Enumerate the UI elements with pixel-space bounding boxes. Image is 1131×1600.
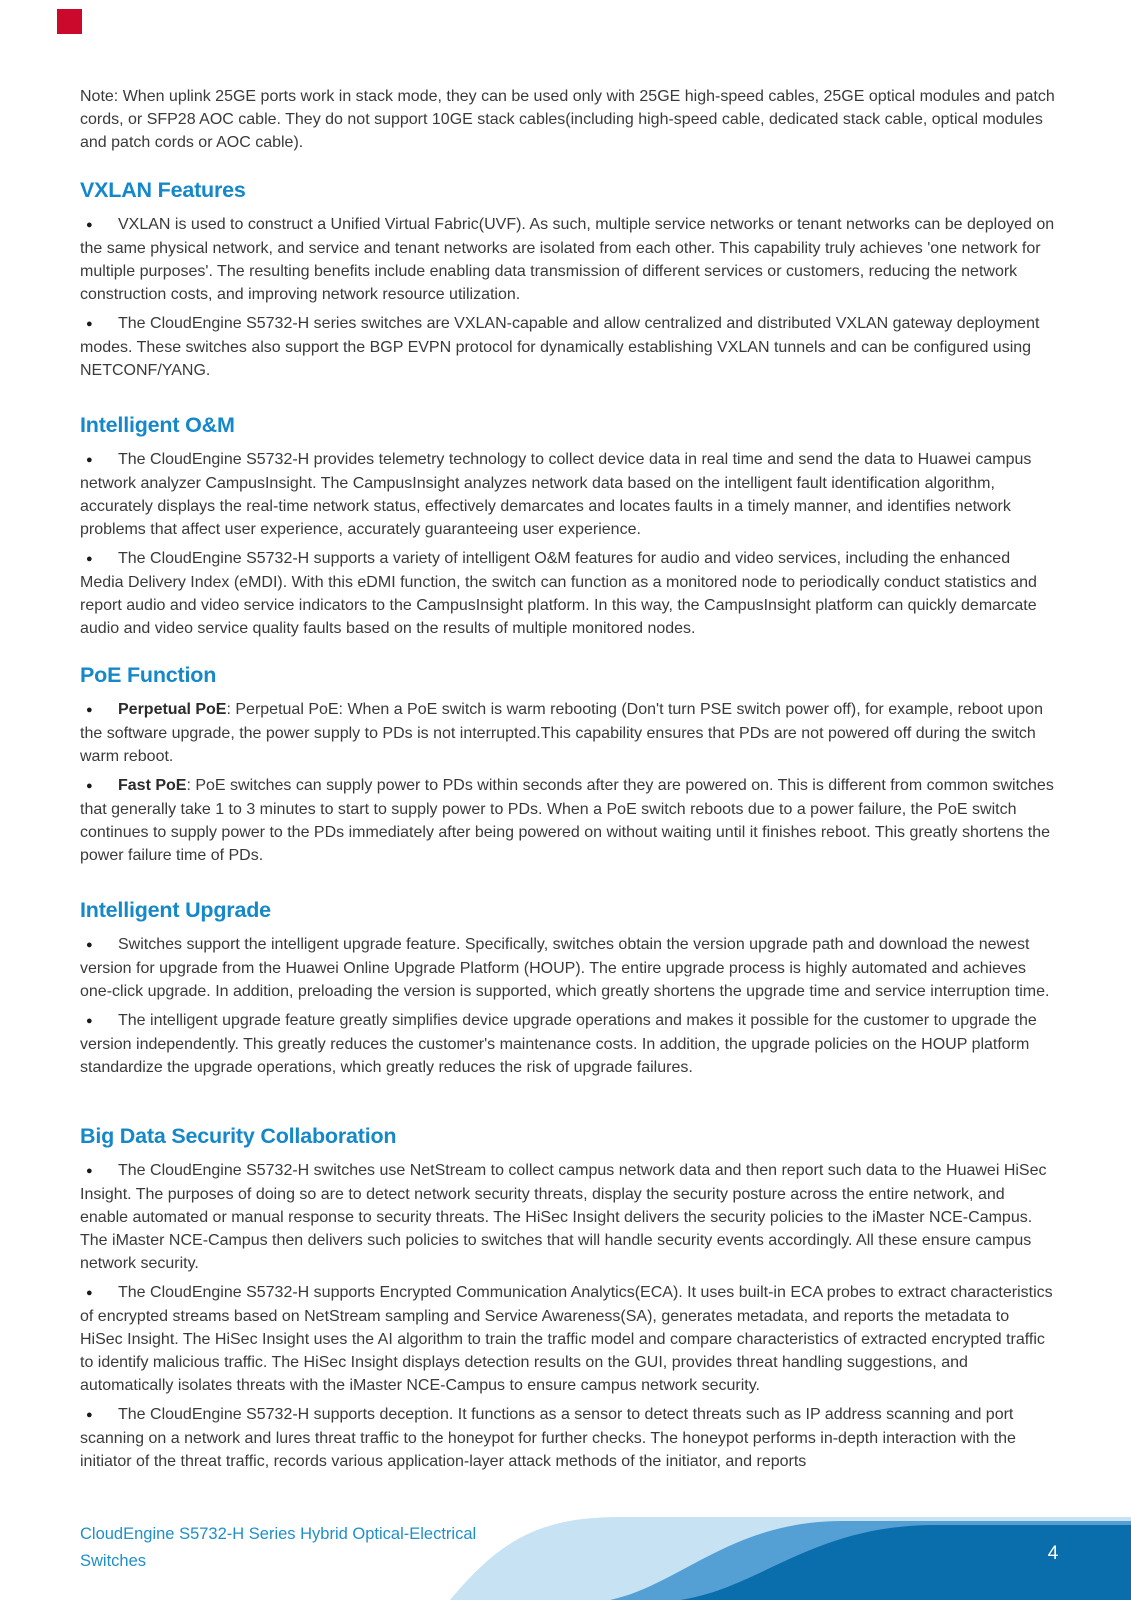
bullet-text: The CloudEngine S5732-H provides telemetry technology to collect device data in real time and send the data to Huawei campus network analyzer CampusInsight. The CampusInsight analyzes network data based on the intelligent fault identification algorithm, accurately displays the real-time network status, effectively demarcates and locates faults in a timely manner, and identifies network problems that affect user experience, accurately guaranteeing user experience.	[80, 451, 1032, 538]
bullet-text: The CloudEngine S5732-H supports a variety of intelligent O&M features for audio and video services, including the enhanced Media Delivery Index (eMDI). With this eDMI function, the switch can function as a monitored node to periodically conduct statistics and report audio and video service indicators to the CampusInsight platform. In this way, the CampusInsight platform can quickly demarcate audio and video service quality faults based on the results of multiple monitored nodes.	[80, 550, 1037, 637]
bullet-item	[80, 698, 1056, 768]
bullet-item	[80, 1009, 1056, 1079]
bullet-icon: ●	[86, 1165, 93, 1177]
bullet-icon: ●	[86, 553, 93, 565]
bullet-text: : PoE switches can supply power to PDs within seconds after they are powered on. This is different from common switches that generally take 1 to 3 minutes to start to supply power to PDs. When a PoE switch reboots due to a power failure, the PoE switch continues to supply power to the PDs immediately after being powered on without waiting until it finishes reboot. This greatly shortens the power failure time of PDs.	[80, 777, 1054, 864]
bullet-item	[80, 774, 1056, 867]
bullet-item	[80, 312, 1056, 382]
section-poe-function	[80, 663, 1056, 873]
section-intelligent-upgrade	[80, 898, 1056, 1085]
bullet-text: The CloudEngine S5732-H supports Encrypted Communication Analytics(ECA). It uses built-in ECA probes to extract characteristics of encrypted streams based on NetStream sampling and Service Awareness(SA), generates metadata, and reports the metadata to HiSec Insight. The HiSec Insight uses the AI algorithm to train the traffic model and compare characteristics of extracted encrypted traffic to identify malicious traffic. The HiSec Insight displays detection results on the GUI, provides threat handling suggestions, and automatically isolates threats with the iMaster NCE-Campus to ensure campus network security.	[80, 1284, 1053, 1394]
section-title: Intelligent Upgrade	[80, 898, 271, 922]
bullet-text: The CloudEngine S5732-H switches use NetStream to collect campus network data and then report such data to the Huawei HiSec Insight. The purposes of doing so are to detect network security threats, display the security posture across the entire network, and enable automated or manual response to security threats. The HiSec Insight delivers the security policies to the iMaster NCE-Campus. The iMaster NCE-Campus then delivers such policies to switches that will handle security events accordingly. All these ensure campus network security.	[80, 1162, 1047, 1272]
bullet-text: : Perpetual PoE: When a PoE switch is warm rebooting (Don't turn PSE switch power off), for example, reboot upon the software upgrade, the power supply to PDs is not interrupted.This capability ensures that PDs are not powered off during the switch warm reboot.	[80, 701, 1043, 765]
footer-wave	[450, 1500, 1131, 1600]
section-title: Intelligent O&M	[80, 413, 235, 437]
section-vxlan-features	[80, 178, 1056, 388]
bullet-icon: ●	[86, 704, 93, 716]
note-paragraph: Note: When uplink 25GE ports work in stack mode, they can be used only with 25GE high-speed cables, 25GE optical modules and patch cords, or SFP28 AOC cable. They do not support 10GE stack cables(including high-speed cable, dedicated stack cable, optical modules and patch cords or AOC cable).	[80, 88, 1055, 151]
bullet-icon: ●	[86, 939, 93, 951]
footer-title-line1: CloudEngine S5732-H Series Hybrid Optical-Electrical	[80, 1525, 477, 1543]
bullet-icon: ●	[86, 318, 93, 330]
bullet-icon: ●	[86, 454, 93, 466]
bullet-item	[80, 1403, 1056, 1473]
bullet-item	[80, 547, 1056, 640]
bullet-icon: ●	[86, 219, 93, 231]
section-big-data-security	[80, 1124, 1056, 1479]
bullet-lead: Perpetual PoE	[118, 701, 227, 718]
bullet-icon: ●	[86, 1015, 93, 1027]
bullet-text: The CloudEngine S5732-H supports deception. It functions as a sensor to detect threats such as IP address scanning and port scanning on a network and lures threat traffic to the honeypot for further checks. The honeypot performs in-depth interaction with the initiator of the threat traffic, records various application-layer attack methods of the initiator, and reports	[80, 1406, 1016, 1470]
page-number: 4	[1047, 1543, 1059, 1564]
footer-title-line2: Switches	[80, 1552, 147, 1570]
section-intelligent-om	[80, 413, 1056, 646]
bullet-lead: Fast PoE	[118, 777, 187, 794]
bullet-icon: ●	[86, 780, 93, 792]
section-title: VXLAN Features	[80, 178, 246, 202]
bullet-text: The CloudEngine S5732-H series switches are VXLAN-capable and allow centralized and distributed VXLAN gateway deployment modes. These switches also support the BGP EVPN protocol for dynamically establishing VXLAN tunnels and can be configured using NETCONF/YANG.	[80, 315, 1040, 379]
huawei-logo	[57, 9, 82, 34]
bullet-item	[80, 933, 1056, 1003]
bullet-text: The intelligent upgrade feature greatly simplifies device upgrade operations and makes it possible for the customer to upgrade the version independently. This greatly reduces the customer's maintenance costs. In addition, the upgrade policies on the HOUP platform standardize the upgrade operations, which greatly reduces the risk of upgrade failures.	[80, 1012, 1037, 1076]
bullet-item	[80, 1159, 1056, 1275]
bullet-icon: ●	[86, 1409, 93, 1421]
bullet-item	[80, 448, 1056, 541]
bullet-item	[80, 213, 1056, 306]
section-title: Big Data Security Collaboration	[80, 1124, 397, 1148]
footer-document-title	[80, 1521, 500, 1575]
bullet-text: VXLAN is used to construct a Unified Virtual Fabric(UVF). As such, multiple service networks or tenant networks can be deployed on the same physical network, and service and tenant networks are isolated from each other. This capability truly achieves 'one network for multiple purposes'. The resulting benefits include enabling data transmission of different services or customers, reducing the network construction costs, and improving network resource utilization.	[80, 216, 1055, 303]
bullet-item	[80, 1281, 1056, 1397]
page-content	[80, 0, 1056, 1600]
bullet-icon: ●	[86, 1287, 93, 1299]
bullet-text: Switches support the intelligent upgrade feature. Specifically, switches obtain the version upgrade path and download the newest version for upgrade from the Huawei Online Upgrade Platform (HOUP). The entire upgrade process is highly automated and achieves one-click upgrade. In addition, preloading the version is supported, which greatly shortens the upgrade time and service interruption time.	[80, 936, 1050, 1000]
section-title: PoE Function	[80, 663, 217, 687]
